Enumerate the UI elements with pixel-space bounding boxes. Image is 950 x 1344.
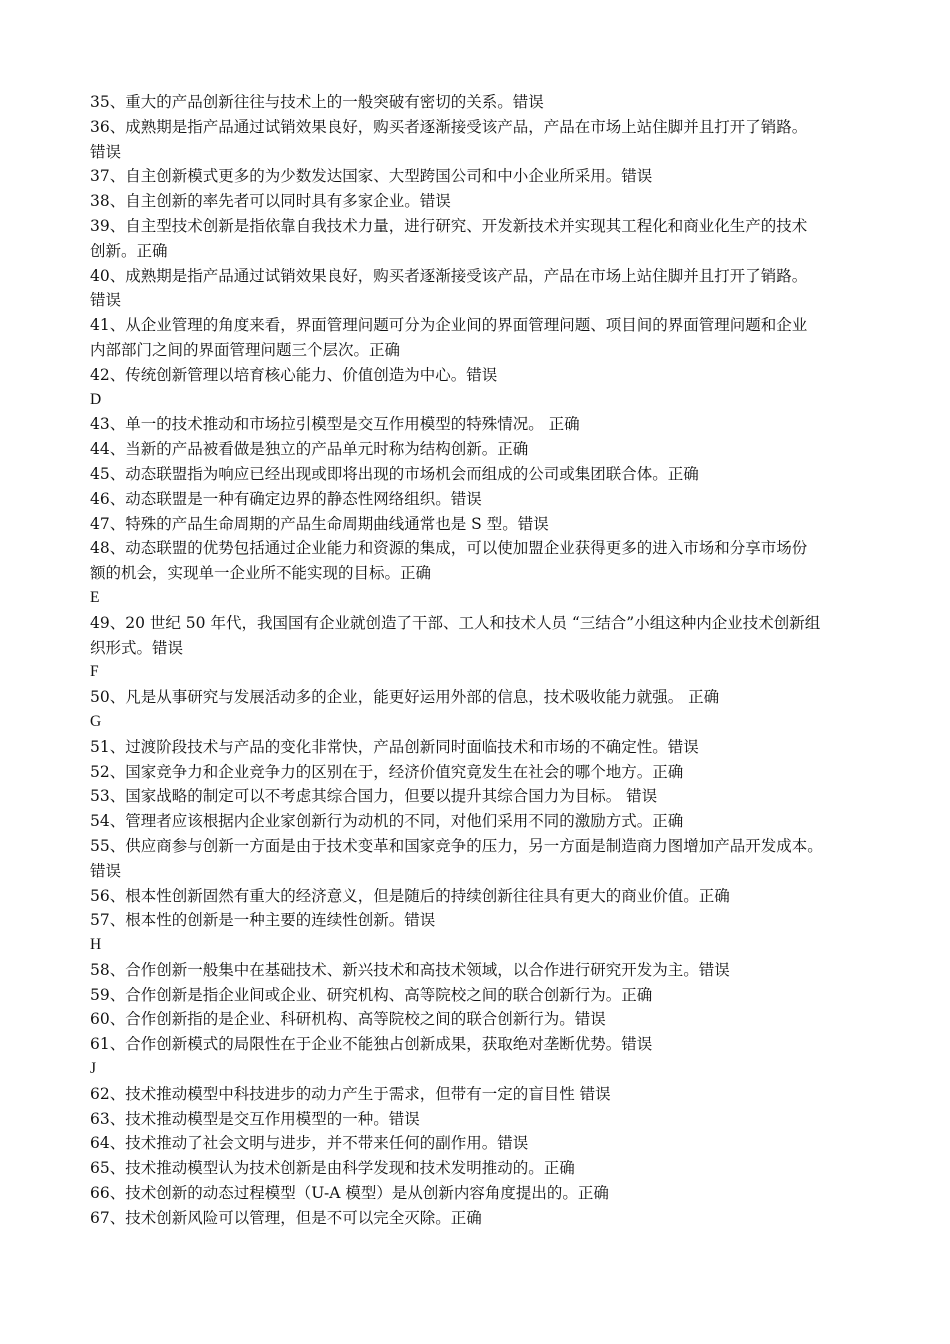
text-line: 错误 (90, 291, 122, 310)
text-line: 65、技术推动模型认为技术创新是由科学发现和技术发明推动的。正确 (90, 1159, 575, 1178)
text-line: 40、成熟期是指产品通过试销效果良好，购买者逐渐接受该产品，产品在市场上站住脚并且打开了销路。 (90, 266, 808, 285)
text-line: 37、自主创新模式更多的为少数发达国家、大型跨国公司和中小企业所采用。错误 (90, 167, 653, 186)
text-line: 57、根本性的创新是一种主要的连续性创新。错误 (90, 911, 436, 930)
text-line: 51、过渡阶段技术与产品的变化非常快，产品创新同时面临技术和市场的不确定性。错误 (90, 737, 699, 756)
text-line: 额的机会，实现单一企业所不能实现的目标。正确 (90, 564, 432, 583)
text-line: 36、成熟期是指产品通过试销效果良好，购买者逐渐接受该产品，产品在市场上站住脚并且打开了销路。 (90, 117, 808, 136)
text-line: 62、技术推动模型中科技进步的动力产生于需求，但带有一定的盲目性 错误 (90, 1084, 611, 1103)
text-line: 64、技术推动了社会文明与进步，并不带来任何的副作用。错误 (90, 1134, 529, 1153)
text-line: 63、技术推动模型是交互作用模型的一种。错误 (90, 1109, 420, 1128)
text-line: 创新。正确 (90, 241, 168, 260)
text-line: 67、技术创新风险可以管理，但是不可以完全灭除。正确 (90, 1208, 482, 1227)
text-line: 49、20 世纪 50 年代，我国国有企业就创造了干部、工人和技术人员 “三结合”小组这种内企业技术创新组 (90, 613, 821, 632)
text-line: 50、凡是从事研究与发展活动多的企业，能更好运用外部的信息，技术吸收能力就强。 正确 (90, 688, 720, 707)
text-line: 60、合作创新指的是企业、科研机构、高等院校之间的联合创新行为。错误 (90, 1010, 606, 1029)
text-line: 39、自主型技术创新是指依靠自我技术力量，进行研究、开发新技术并实现其工程化和商业化生产的技术 (90, 216, 808, 235)
section-letter: D (90, 390, 102, 408)
text-line: 织形式。错误 (90, 638, 184, 657)
text-line: 54、管理者应该根据内企业家创新行为动机的不同，对他们采用不同的激励方式。正确 (90, 812, 684, 831)
section-letter: E (90, 588, 100, 606)
section-letter: H (90, 936, 102, 954)
text-line: 41、从企业管理的角度来看，界面管理问题可分为企业间的界面管理问题、项目间的界面管理问题和企业 (90, 316, 808, 335)
text-line: 52、国家竞争力和企业竞争力的区别在于，经济价值究竟发生在社会的哪个地方。正确 (90, 762, 684, 781)
text-line: 45、动态联盟指为响应已经出现或即将出现的市场机会而组成的公司或集团联合体。正确 (90, 464, 699, 483)
text-line: 61、合作创新模式的局限性在于企业不能独占创新成果，获取绝对垄断优势。错误 (90, 1035, 653, 1054)
text-line: 47、特殊的产品生命周期的产品生命周期曲线通常也是 S 型。错误 (90, 514, 549, 533)
text-line: 48、动态联盟的优势包括通过企业能力和资源的集成，可以使加盟企业获得更多的进入市场和分享市场份 (90, 539, 808, 558)
text-line: 错误 (90, 861, 122, 880)
text-line: 44、当新的产品被看做是独立的产品单元时称为结构创新。正确 (90, 440, 529, 459)
text-line: 错误 (90, 142, 122, 161)
section-letter: G (90, 712, 102, 730)
text-line: 43、单一的技术推动和市场拉引模型是交互作用模型的特殊情况。 正确 (90, 415, 580, 434)
text-line: 55、供应商参与创新一方面是由于技术变革和国家竞争的压力，另一方面是制造商力图增加产品开发成本。 (90, 836, 823, 855)
text-line: 内部部门之间的界面管理问题三个层次。正确 (90, 340, 401, 359)
text-line: 66、技术创新的动态过程模型（U-A 模型）是从创新内容角度提出的。正确 (90, 1184, 609, 1203)
section-letter: F (90, 663, 99, 681)
text-line: 53、国家战略的制定可以不考虑其综合国力，但要以提升其综合国力为目标。 错误 (90, 787, 658, 806)
section-letter: J (90, 1060, 97, 1078)
text-line: 58、合作创新一般集中在基础技术、新兴技术和高技术领域，以合作进行研究开发为主。错误 (90, 960, 730, 979)
text-line: 38、自主创新的率先者可以同时具有多家企业。错误 (90, 192, 451, 211)
text-line: 59、合作创新是指企业间或企业、研究机构、高等院校之间的联合创新行为。正确 (90, 985, 653, 1004)
document-body (90, 90, 870, 1231)
text-line: 35、重大的产品创新往往与技术上的一般突破有密切的关系。错误 (90, 93, 544, 111)
text-line: 56、根本性创新固然有重大的经济意义，但是随后的持续创新往往具有更大的商业价值。正确 (90, 886, 730, 905)
text-line: 46、动态联盟是一种有确定边界的静态性网络组织。错误 (90, 489, 482, 508)
text-line: 42、传统创新管理以培育核心能力、价值创造为中心。错误 (90, 365, 498, 384)
